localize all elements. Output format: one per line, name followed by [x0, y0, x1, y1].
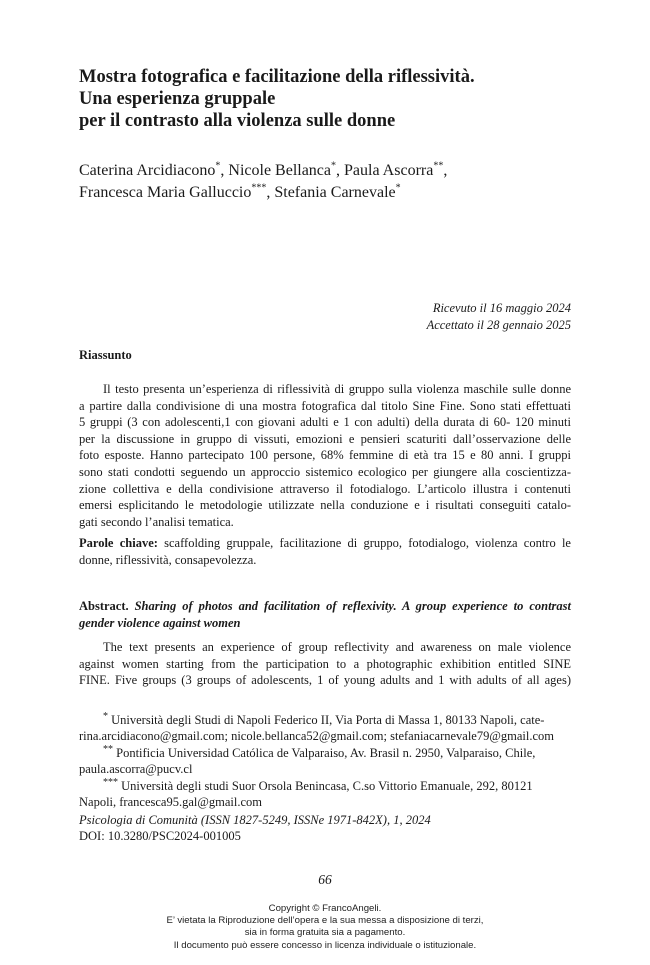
riassunto-line: 5 gruppi (3 con adolescenti,1 con giovani adulti e 1 con adulti) della durata di 60- 120 minuti	[79, 415, 571, 430]
abstract-line: against women starting from the participation to a photographic exhibition entitled SINE	[79, 656, 571, 671]
article-title	[79, 66, 599, 132]
abstract-english-title: gender violence against women	[79, 615, 241, 630]
author-mark: **	[433, 160, 444, 172]
received-date: Ricevuto il 16 maggio 2024	[432, 301, 571, 315]
riassunto-line: zione collettiva e della condivisione attraverso il fotodialogo. L’articolo illustra i contenuti	[79, 481, 571, 496]
riassunto-heading: Riassunto	[79, 348, 132, 362]
copyright-line: E’ vietata la Riproduzione dell’opera e la sua messa a disposizione di terzi,	[166, 915, 484, 927]
riassunto-body	[79, 381, 571, 530]
affiliations	[79, 712, 571, 810]
affiliation-text: paula.ascorra@pucv.cl	[79, 762, 193, 777]
affiliation-text: Università degli Studi di Napoli Federico II, Via Porta di Massa 1, 80133 Napoli, cate-	[108, 713, 545, 727]
abstract-line: The text presents an experience of group reflectivity and awareness on male violence	[103, 640, 571, 654]
keywords	[79, 535, 571, 568]
submission-dates	[427, 300, 571, 334]
doi: DOI: 10.3280/PSC2024-001005	[79, 829, 241, 844]
riassunto-line: per la discussione in gruppo di vissuti, emozioni e pensieri scaturiti dall’osservazione delle	[79, 431, 571, 446]
copyright-line: Copyright © FrancoAngeli.	[268, 903, 382, 914]
author-mark: *	[215, 160, 221, 172]
page-number: 66	[318, 872, 332, 887]
copyright-notice	[0, 903, 650, 952]
keywords-text: donne, riflessività, consapevolezza.	[79, 552, 257, 567]
journal-info	[79, 812, 431, 845]
copyright-line: sia in forma gratuita sia a pagamento.	[244, 927, 406, 939]
riassunto-line: sono stati condotti seguendo un approccio sistemico ecologico per giungere alla coscientizza-	[79, 464, 571, 479]
author-list	[79, 160, 599, 204]
affiliation-mark: **	[103, 743, 113, 755]
abstract-body	[79, 639, 571, 689]
abstract-label: Abstract.	[79, 599, 129, 613]
title-line-3: per il contrasto alla violenza sulle donne	[79, 111, 396, 131]
title-line-2: Una esperienza gruppale	[79, 89, 276, 109]
affiliation-text: Università degli studi Suor Orsola Benincasa, C.so Vittorio Emanuale, 292, 80121	[118, 778, 533, 793]
author-line-1: Caterina Arcidiacono*, Nicole Bellanca*, Paula Ascorra**,	[79, 160, 448, 179]
riassunto-line: foto esposte. Hanno partecipato 100 persone, 68% femmine di età tra 15 e 80 anni. I gruppi	[79, 448, 571, 463]
affiliation-text: Pontificia Universidad Católica de Valparaiso, Av. Brasil n. 2950, Valparaiso, Chile,	[113, 745, 536, 760]
affiliation-text: Napoli, francesca95.gal@gmail.com	[79, 795, 262, 810]
author-mark: *	[395, 182, 401, 194]
author-mark: ***	[251, 182, 267, 194]
affiliation-mark: ***	[103, 776, 118, 788]
author-name: Stefania Carnevale	[274, 184, 396, 201]
riassunto-line: emersi esplicitando le metodologie utilizzate nella conduzione e i risultati conseguiti catalo-	[79, 498, 571, 513]
riassunto-line: gati secondo l’analisi tematica.	[79, 514, 234, 529]
author-line-2: Francesca Maria Galluccio***, Stefania Carnevale*	[79, 182, 401, 201]
author-name: Paula Ascorra	[344, 162, 434, 179]
affiliation-text: rina.arcidiacono@gmail.com; nicole.bellanca52@gmail.com; stefaniacarnevale79@gmail.com	[79, 729, 554, 744]
riassunto-line: Il testo presenta un’esperienza di riflessività di gruppo sulla violenza maschile sulle donne	[103, 382, 571, 396]
affiliation-mark: *	[103, 710, 108, 722]
abstract-line: FINE. Five groups (3 groups of adolescents, 1 of young adults and 1 with adults of all ages)	[79, 673, 571, 688]
journal-citation: Psicologia di Comunità (ISSN 1827-5249, ISSNe 1971-842X), 1, 2024	[79, 813, 431, 827]
author-mark: *	[331, 160, 337, 172]
author-name: Caterina Arcidiacono	[79, 162, 216, 179]
copyright-line: Il documento può essere concesso in licenza individuale o istituzionale.	[173, 939, 477, 951]
title-line-1: Mostra fotografica e facilitazione della riflessività.	[79, 67, 475, 87]
riassunto-line: a partire dalla condivisione di una mostra fotografica dal titolo Sine Fine. Sono stati effettuati	[79, 398, 571, 413]
abstract-title	[79, 598, 571, 631]
author-name: Francesca Maria Galluccio	[79, 184, 252, 201]
keywords-label: Parole chiave:	[79, 536, 158, 550]
keywords-text: scaffolding gruppale, facilitazione di gruppo, fotodialogo, violenza contro le	[157, 536, 571, 550]
author-name: Nicole Bellanca	[228, 162, 332, 179]
accepted-date: Accettato il 28 gennaio 2025	[426, 318, 571, 332]
abstract-english-title: Sharing of photos and facilitation of reflexivity. A group experience to contrast	[128, 599, 571, 613]
